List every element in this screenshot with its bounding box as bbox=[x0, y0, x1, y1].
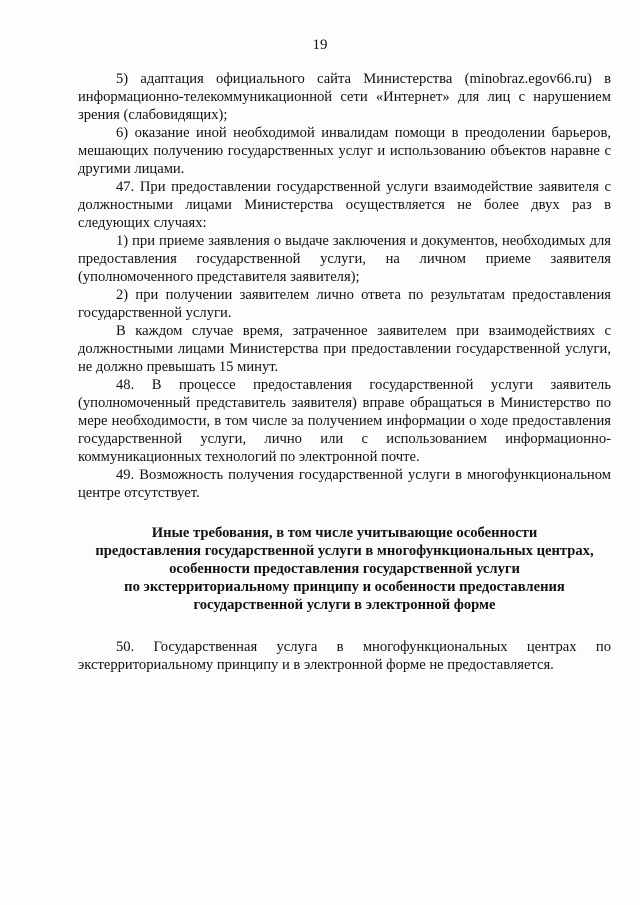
section-heading-line: предоставления государственной услуги в многофункциональных центрах, bbox=[95, 543, 594, 559]
section-heading-line: особенности предоставления государственной услуги bbox=[169, 561, 520, 577]
paragraph-item-5: 5) адаптация официального сайта Министерства (minobraz.egov66.ru) в информационно-телекоммуникационной сети «Интернет» для лиц с нарушением зрения (слабовидящих); bbox=[78, 71, 611, 123]
paragraph-clause-50: 50. Государственная услуга в многофункциональных центрах по экстерриториальному принципу и в электронной форме не предоставляется. bbox=[78, 639, 611, 673]
paragraph-clause-49: 49. Возможность получения государственной услуги в многофункциональном центре отсутствует. bbox=[78, 467, 611, 501]
document-body bbox=[78, 70, 611, 674]
paragraph-clause-48: 48. В процессе предоставления государственной услуги заявитель (уполномоченный представитель заявителя) вправе обращаться в Министерство по мере необходимости, в том числе за получением информации о ходе предоставления государственной услуги, лично или с использованием информационно-коммуникационных технологий по электронной почте. bbox=[78, 377, 611, 465]
paragraph-clause-47: 47. При предоставлении государственной услуги взаимодействие заявителя с должностными лицами Министерства осуществляется не более двух раз в следующих случаях: bbox=[78, 179, 611, 231]
paragraph-item-6: 6) оказание иной необходимой инвалидам помощи в преодолении барьеров, мешающих получению государственных услуг и использованию объектов наравне с другими лицами. bbox=[78, 125, 611, 177]
paragraph-case-2: 2) при получении заявителем лично ответа по результатам предоставления государственной услуги. bbox=[78, 287, 611, 321]
section-heading-line: Иные требования, в том числе учитывающие особенности bbox=[151, 525, 538, 541]
page-number: 19 bbox=[312, 37, 328, 53]
paragraph-time-limit: В каждом случае время, затраченное заявителем при взаимодействиях с должностными лицами Министерства при предоставлении государственной услуги, не должно превышать 15 минут. bbox=[78, 323, 611, 375]
section-heading-line: по экстерриториальному принципу и особенности предоставления bbox=[124, 579, 565, 595]
section-heading-line: государственной услуги в электронной форме bbox=[193, 597, 496, 613]
section-heading bbox=[78, 524, 611, 614]
paragraph-case-1: 1) при приеме заявления о выдаче заключения и документов, необходимых для предоставления государственной услуги, на личном приеме заявителя (уполномоченного представителя заявителя); bbox=[78, 233, 611, 285]
